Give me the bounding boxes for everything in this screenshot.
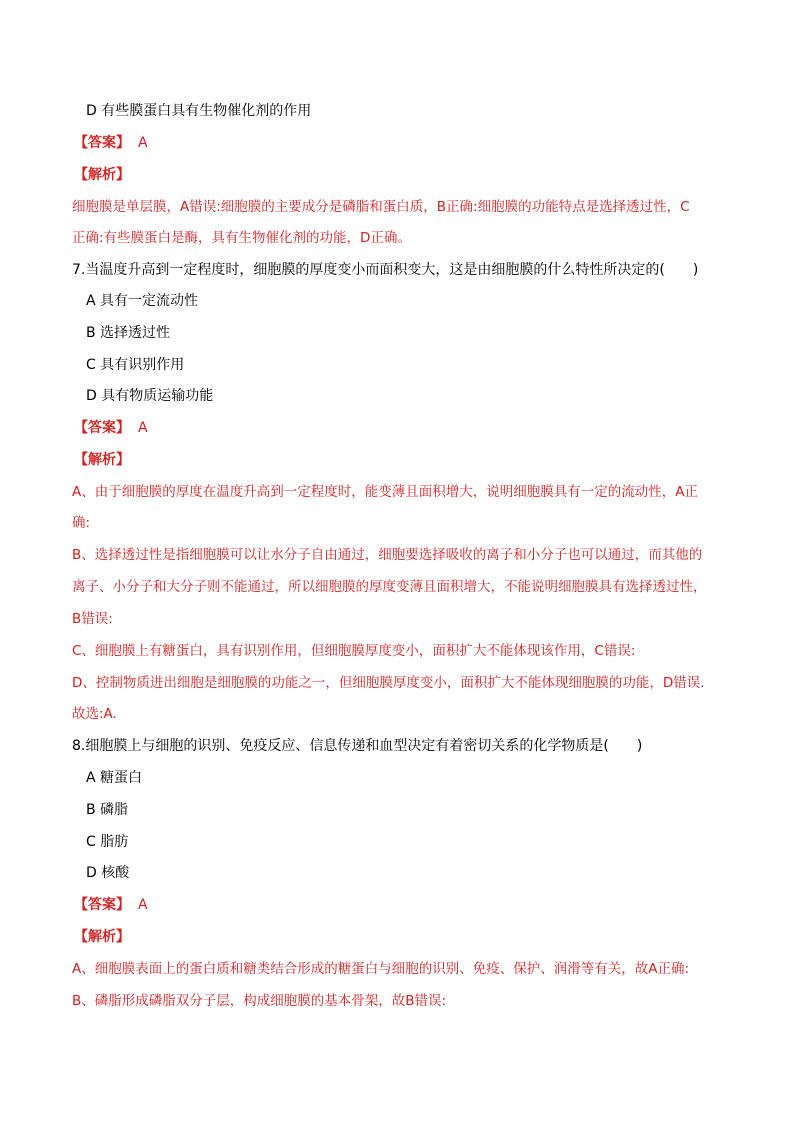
q7-option: C 具有识别作用 <box>86 357 185 373</box>
q8-analysis-label: 【解析】 <box>74 929 130 945</box>
q7-analysis-line: A、由于细胞膜的厚度在温度升高到一定程度时，能变薄且面积增大，说明细胞膜具有一定的流动性，A正 <box>72 484 698 500</box>
q8-analysis-line: A、细胞膜表面上的蛋白质和糖类结合形成的糖蛋白与细胞的识别、免疫、保护、润滑等有关，故A正确: <box>72 961 690 977</box>
q7-analysis-line: B、选择透过性是指细胞膜可以让水分子自由通过，细胞要选择吸收的离子和小分子也可以通过，而其他的 <box>72 547 703 563</box>
q8-answer-value: A <box>138 897 148 913</box>
q7-analysis-line: 离子、小分子和大分子则不能通过，所以细胞膜的厚度变薄且面积增大，不能说明细胞膜具有选择透过性， <box>72 579 707 595</box>
q8-answer <box>74 896 148 914</box>
q7-answer <box>74 419 148 437</box>
q7-option: A 具有一定流动性 <box>86 293 199 309</box>
q7-analysis-line: 确: <box>72 515 91 531</box>
q8-stem: 8.细胞膜上与细胞的识别、免疫反应、信息传递和血型决定有着密切关系的化学物质是( ) <box>72 738 643 754</box>
q6-answer-label: 【答案】 <box>74 135 130 151</box>
q8-analysis-line: B、磷脂形成磷脂双分子层，构成细胞膜的基本骨架，故B错误: <box>72 993 447 1009</box>
q8-option: C 脂肪 <box>86 834 129 850</box>
q7-analysis-label: 【解析】 <box>74 452 130 468</box>
q7-analysis-line: D、控制物质进出细胞是细胞膜的功能之一，但细胞膜厚度变小，面积扩大不能体现细胞膜的功能，D错误. <box>72 675 705 691</box>
q8-option: A 糖蛋白 <box>86 770 143 786</box>
q7-answer-label: 【答案】 <box>74 420 130 436</box>
q6-analysis-line: 正确:有些膜蛋白是酶，具有生物催化剂的功能，D正确。 <box>72 230 411 246</box>
q8-option: D 核酸 <box>86 865 130 881</box>
q7-stem: 7.当温度升高到一定程度时，细胞膜的厚度变小而面积变大，这是由细胞膜的什么特性所决定的( ) <box>72 262 699 278</box>
q7-analysis-line: B错误: <box>72 611 113 627</box>
q7-answer-value: A <box>138 420 148 436</box>
q8-option: B 磷脂 <box>86 802 129 818</box>
q6-analysis-label: 【解析】 <box>74 167 130 183</box>
q7-option: B 选择透过性 <box>86 325 171 341</box>
q6-analysis-line: 细胞膜是单层膜，A错误:细胞膜的主要成分是磷脂和蛋白质，B正确:细胞膜的功能特点是选择透过性，C <box>72 199 690 215</box>
q7-analysis-line: 故选:A. <box>72 706 117 722</box>
q6-answer <box>74 134 148 152</box>
q6-option-d: D 有些膜蛋白具有生物催化剂的作用 <box>86 103 312 119</box>
q7-analysis-line: C、细胞膜上有糖蛋白，具有识别作用，但细胞膜厚度变小，面积扩大不能体现该作用，C错误: <box>72 643 636 659</box>
q7-option: D 具有物质运输功能 <box>86 388 214 404</box>
q8-answer-label: 【答案】 <box>74 897 130 913</box>
q6-answer-value: A <box>138 135 148 151</box>
